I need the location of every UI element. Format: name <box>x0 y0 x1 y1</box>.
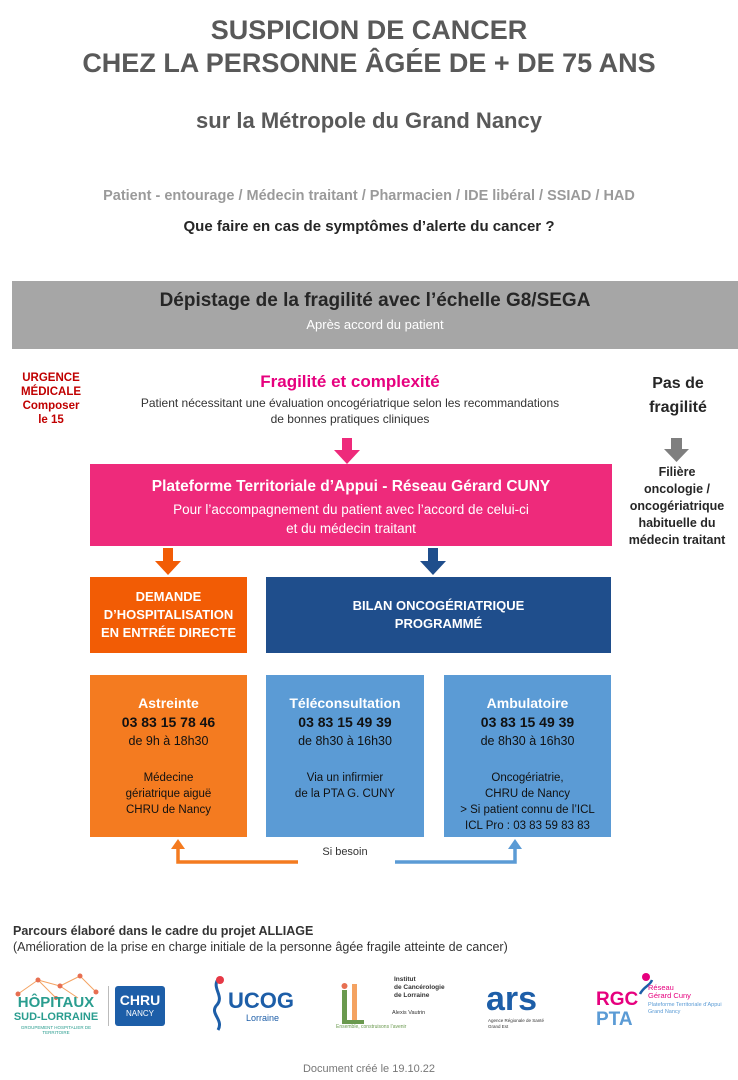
icl-symbol-icon <box>336 980 370 1030</box>
rgc-r-2: Gérard Cuny <box>648 991 691 1000</box>
astreinte-desc-1: Médecine <box>143 772 194 784</box>
demande-line-1: DEMANDE <box>135 589 202 604</box>
ambu-desc-2: CHRU de Nancy <box>485 788 570 800</box>
ambu-desc-1: Oncogériatrie, <box>491 772 564 784</box>
filiere-line-4: habituelle du <box>638 516 716 530</box>
audience-line: Patient - entourage / Médecin traitant / Pharmacien / IDE libéral / SSIAD / HAD <box>103 188 635 204</box>
astreinte-phone: 03 83 15 78 46 <box>121 714 216 730</box>
ucog-line-1: UCOG <box>228 988 294 1013</box>
filiere-line-1: Filière <box>658 465 696 479</box>
bilan-line-2: PROGRAMMÉ <box>394 616 483 631</box>
tele-desc-2: de la PTA G. CUNY <box>294 788 396 800</box>
ars-text: ars <box>486 980 538 1018</box>
chru-line-1: CHRU <box>119 992 161 1008</box>
icl-line-1: Institut <box>394 976 416 983</box>
pas-fragilite-line-2: fragilité <box>649 399 707 416</box>
pta-desc-line-1: Pour l’accompagnement du patient avec l’accord de celui-ci <box>173 502 529 517</box>
question-line: Que faire en cas de symptômes d’alerte du cancer ? <box>183 218 555 235</box>
rgc-r-4: Grand Nancy <box>648 1009 681 1015</box>
ucog-logo <box>206 974 296 1036</box>
pas-fragilite-line-1: Pas de <box>652 375 704 392</box>
down-arrow-icon <box>420 548 446 575</box>
bilan-line-1: BILAN ONCOGÉRIATRIQUE <box>352 598 525 613</box>
rgc-r-3: Plateforme Territoriale d’Appui <box>648 1002 722 1008</box>
fragilite-desc-line-2: de bonnes pratiques cliniques <box>270 412 430 426</box>
document-date: Document créé le 19.10.22 <box>302 1063 436 1075</box>
pta-desc-line-2: et du médecin traitant <box>286 521 416 536</box>
filiere-line-5: médecin traitant <box>628 533 726 547</box>
hopitaux-line-2: SUD-LORRAINE <box>13 1011 99 1023</box>
ars-sub-2: Grand Est <box>488 1024 509 1029</box>
tele-desc-1: Via un infirmier <box>306 772 384 784</box>
astreinte-desc-3: CHRU de Nancy <box>126 804 211 816</box>
ambu-phone: 03 83 15 49 39 <box>480 714 575 730</box>
project-title: Parcours élaboré dans le cadre du projet ALLIAGE <box>13 924 314 938</box>
pta-title: Plateforme Territoriale d’Appui - Réseau Gérard CUNY <box>151 478 551 495</box>
rgc-pta-logo <box>596 972 726 1034</box>
title-line-2: CHEZ LA PERSONNE ÂGÉE DE + DE 75 ANS <box>82 48 656 78</box>
demande-line-3: EN ENTRÉE DIRECTE <box>100 625 237 640</box>
hopitaux-logo <box>8 972 104 1036</box>
rgc-line-2: PTA <box>596 1009 633 1030</box>
astreinte-desc-2: gériatrique aiguë <box>125 788 212 800</box>
hopitaux-line-3: GROUPEMENT HOSPITALIER DE TERRITOIRE <box>20 1025 92 1035</box>
chru-logo <box>108 986 167 1026</box>
filiere-line-2: oncologie / <box>644 482 710 496</box>
icl-line-5: Ensemble, construisons l’avenir <box>336 1024 407 1030</box>
urgence-line-2: MÉDICALE <box>20 386 82 398</box>
page-subtitle: sur la Métropole du Grand Nancy <box>196 108 542 133</box>
hopitaux-line-1: HÔPITAUX <box>17 994 95 1011</box>
icl-line-4: Alexis Vautrin <box>392 1010 426 1016</box>
demande-line-2: D’HOSPITALISATION <box>103 607 234 622</box>
icl-logo <box>336 976 446 1034</box>
ambu-title: Ambulatoire <box>486 695 569 711</box>
down-arrow-icon <box>664 438 689 462</box>
down-arrow-icon <box>155 548 181 575</box>
icl-line-3: de Lorraine <box>394 992 430 999</box>
fragilite-desc-line-1: Patient nécessitant une évaluation oncogériatrique selon les recommandations <box>140 396 560 410</box>
astreinte-hours: de 9h à 18h30 <box>128 734 209 748</box>
urgence-line-1: URGENCE <box>22 372 80 384</box>
down-arrow-icon <box>334 438 360 464</box>
chru-line-2: NANCY <box>125 1009 154 1018</box>
title-line-1: SUSPICION DE CANCER <box>210 15 528 45</box>
depistage-title: Dépistage de la fragilité avec l’échelle G8/SEGA <box>159 290 591 311</box>
fragilite-title: Fragilité et complexité <box>260 372 440 391</box>
ambu-desc-4: ICL Pro : 03 83 59 83 83 <box>465 820 590 832</box>
tele-phone: 03 83 15 49 39 <box>298 714 392 730</box>
filiere-line-3: oncogériatrique <box>629 499 725 513</box>
ambu-desc-3: > Si patient connu de l’ICL <box>460 804 595 816</box>
rgc-line-1: RGC <box>596 989 639 1010</box>
tele-hours: de 8h30 à 16h30 <box>298 734 392 748</box>
ambu-hours: de 8h30 à 16h30 <box>480 734 575 748</box>
ucog-line-2: Lorraine <box>246 1013 280 1023</box>
ars-sub-1: Agence Régionale de Santé <box>488 1018 545 1023</box>
tele-title: Téléconsultation <box>289 695 401 711</box>
project-desc: (Amélioration de la prise en charge initiale de la personne âgée fragile atteinte de cancer) <box>13 940 508 954</box>
icl-line-2: de Cancérologie <box>394 984 445 991</box>
depistage-subtitle: Après accord du patient <box>306 317 444 332</box>
urgence-line-4: le 15 <box>38 414 64 426</box>
astreinte-title: Astreinte <box>138 695 199 711</box>
urgence-line-3: Composer <box>22 400 80 412</box>
rgc-r-1: Réseau <box>648 983 674 992</box>
ars-logo <box>486 980 566 1034</box>
si-besoin-label: Si besoin <box>322 846 368 858</box>
